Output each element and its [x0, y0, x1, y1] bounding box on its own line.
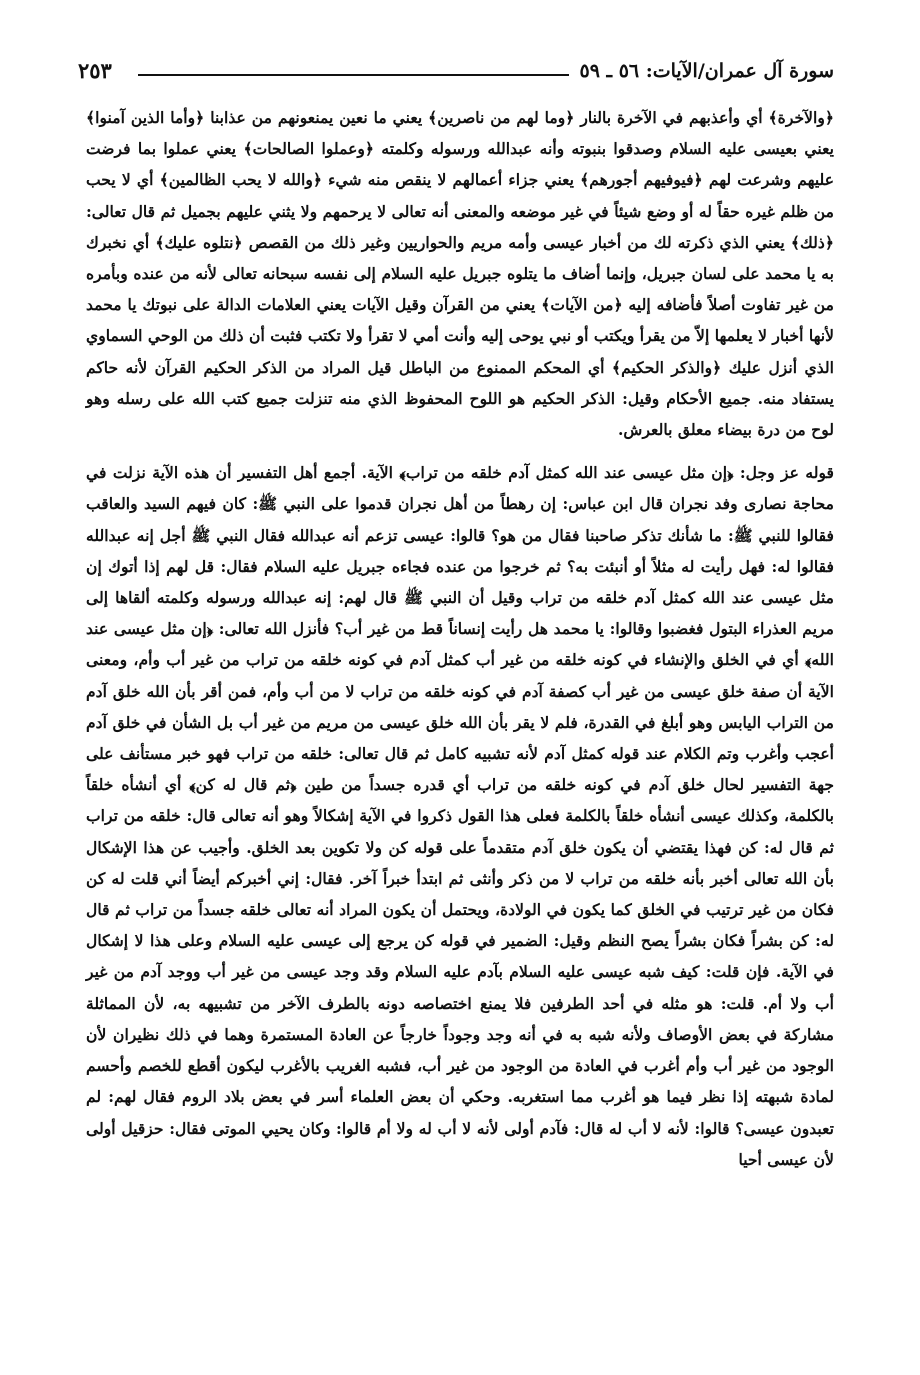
- text-body: [86, 102, 834, 1175]
- page-header: [78, 54, 834, 90]
- paragraph: ﴿والآخرة﴾ أي وأعذبهم في الآخرة بالنار ﴿وما لهم من ناصرين﴾ يعني ما نعين يمنعونهم من عذابنا ﴿وأما الذين آمنوا﴾ يعني بعيسى عليه السلام وصدقوا بنبوته وأنه عبدالله ورسوله وكلمته ﴿وعملوا الصالحات﴾ يعني عملوا بما فرضت عليهم وشرعت لهم ﴿فيوفيهم أجورهم﴾ يعني جزاء أعمالهم لا ينقص منه شيء ﴿والله لا يحب الظالمين﴾ أي لا يحب من ظلم غيره حقاً له أو وضع شيئاً في غير موضعه والمعنى أنه تعالى لا يرحمهم ولا يثني عليهم بجميل ثم قال تعالى: ﴿ذلك﴾ يعني الذي ذكرته لك من أخبار عيسى وأمه مريم والحواريين وغير ذلك من القصص ﴿نتلوه عليك﴾ أي نخبرك به يا محمد على لسان جبريل، وإنما أضاف ما يتلوه جبريل عليه السلام إلى نفسه سبحانه تعالى لأنه من عنده وبأمره من غير تفاوت أصلاً فأضافه إليه ﴿من الآيات﴾ يعني من القرآن وقيل الآيات يعني العلامات الدالة على نبوتك يا محمد لأنها أخبار لا يعلمها إلاّ من يقرأ ويكتب أو نبي يوحى إليه وأنت أمي لا تقرأ ولا تكتب فثبت أن ذلك من الوحي السماوي الذي أنزل عليك ﴿والذكر الحكيم﴾ أي المحكم الممنوع من الباطل قيل المراد من الذكر الحكيم القرآن لأنه حاكم يستفاد منه. جميع الأحكام وقيل: الذكر الحكيم هو اللوح المحفوظ الذي منه تنزلت جميع كتب الله على رسله وهو لوح من درة بيضاء معلق بالعرش.: [85, 108, 834, 440]
- header-rule: [138, 74, 569, 76]
- page-number: ٢٥٣: [78, 58, 112, 83]
- paragraph: قوله عز وجل: ﴿إن مثل عيسى عند الله كمثل آدم خلقه من تراب﴾ الآية. أجمع أهل التفسير أن هذه الآية نزلت في محاجة نصارى وفد نجران قال ابن عباس: إن رهطاً من أهل نجران قدموا على النبي ﷺ: كان فيهم السيد والعاقب فقالوا للنبي ﷺ: ما شأنك تذكر صاحبنا فقال من هو؟ قالوا: عيسى تزعم أنه عبدالله فقال النبي ﷺ أجل إنه عبدالله فقالوا له: فهل رأيت له مثلاً أو أنبئت به؟ ثم خرجوا من عنده فجاءه جبريل عليه السلام فقال: قل لهم إذا أتوك إن مثل عيسى عند الله كمثل آدم خلقه من تراب وقيل أن النبي ﷺ قال لهم: إنه عبدالله ورسوله وكلمته ألقاها إلى مريم العذراء البتول فغضبوا وقالوا: يا محمد هل رأيت إنساناً قط من غير أب؟ فأنزل الله تعالى: ﴿إن مثل عيسى عند الله﴾ أي في الخلق والإنشاء في كونه خلقه من غير أب كمثل آدم في كونه خلقه من تراب من غير أب وأم، ومعنى الآية أن صفة خلق عيسى من غير أب كصفة آدم في كونه خلقه من تراب لا من أب وأم، فمن أقر بأن الله خلق آدم من التراب اليابس وهو أبلغ في القدرة، فلم لا يقر بأن الله خلق عيسى من مريم من غير أب بل الشأن في خلق آدم أعجب وأغرب وتم الكلام عند قوله كمثل آدم لأنه تشبيه كامل ثم قال تعالى: خلقه من تراب فهو خبر مستأنف على جهة التفسير لحال خلق آدم في كونه خلقه من تراب أي قدره جسداً من طين ﴿ثم قال له كن﴾ أي أنشأه خلقاً بالكلمة، وكذلك عيسى أنشأه خلقاً بالكلمة فعلى هذا القول ذكروا في الآية إشكالاً وهو أنه تعالى قال: خلقه من تراب ثم قال له: كن فهذا يقتضي أن يكون خلق آدم متقدماً على قوله كن ولا تكوين بعد الخلق. وأجيب عن هذا الإشكال بأن الله تعالى أخبر بأنه خلقه من تراب لا من ذكر وأنثى ثم ابتدأ خبراً آخر. فقال: إني أخبركم أيضاً أني قلت له كن فكان من غير ترتيب في الخلق كما يكون في الولادة، ويحتمل أن يكون المراد أنه تعالى خلقه جسداً من تراب ثم قال له: كن بشراً فكان بشراً يصح النظم وقيل: الضمير في قوله كن يرجع إلى عيسى عليه السلام وعلى هذا لا إشكال في الآية. فإن قلت: كيف شبه عيسى عليه السلام بآدم عليه السلام وقد وجد عيسى من غير أب ووجد آدم من غير أب ولا أم. قلت: هو مثله في أحد الطرفين فلا يمنع اختصاصه دونه بالطرف الآخر من تشبيهه به، لأن المماثلة مشاركة في بعض الأوصاف ولأنه شبه به في أنه وجد وجوداً خارجاً عن العادة المستمرة وهما في ذلك نظيران لأن الوجود من غير أب وأم أغرب في العادة من الوجود من غير أب، فشبه الغريب بالأغرب ليكون أقطع للخصم وأحسم لمادة شبهته إذا نظر فيما هو أغرب مما استغربه. وحكي أن بعض العلماء أسر في بعض بلاد الروم فقال لهم: لم تعبدون عيسى؟ قالوا: لأنه لا أب له قال: فآدم أولى لأنه لا أب له ولا أم قالوا: وكان يحيي الموتى فقال: حزقيل أولى لأن عيسى أحيا: [86, 463, 834, 1169]
- running-head-title: سورة آل عمران/الآيات: ٥٦ ـ ٥٩: [579, 60, 834, 82]
